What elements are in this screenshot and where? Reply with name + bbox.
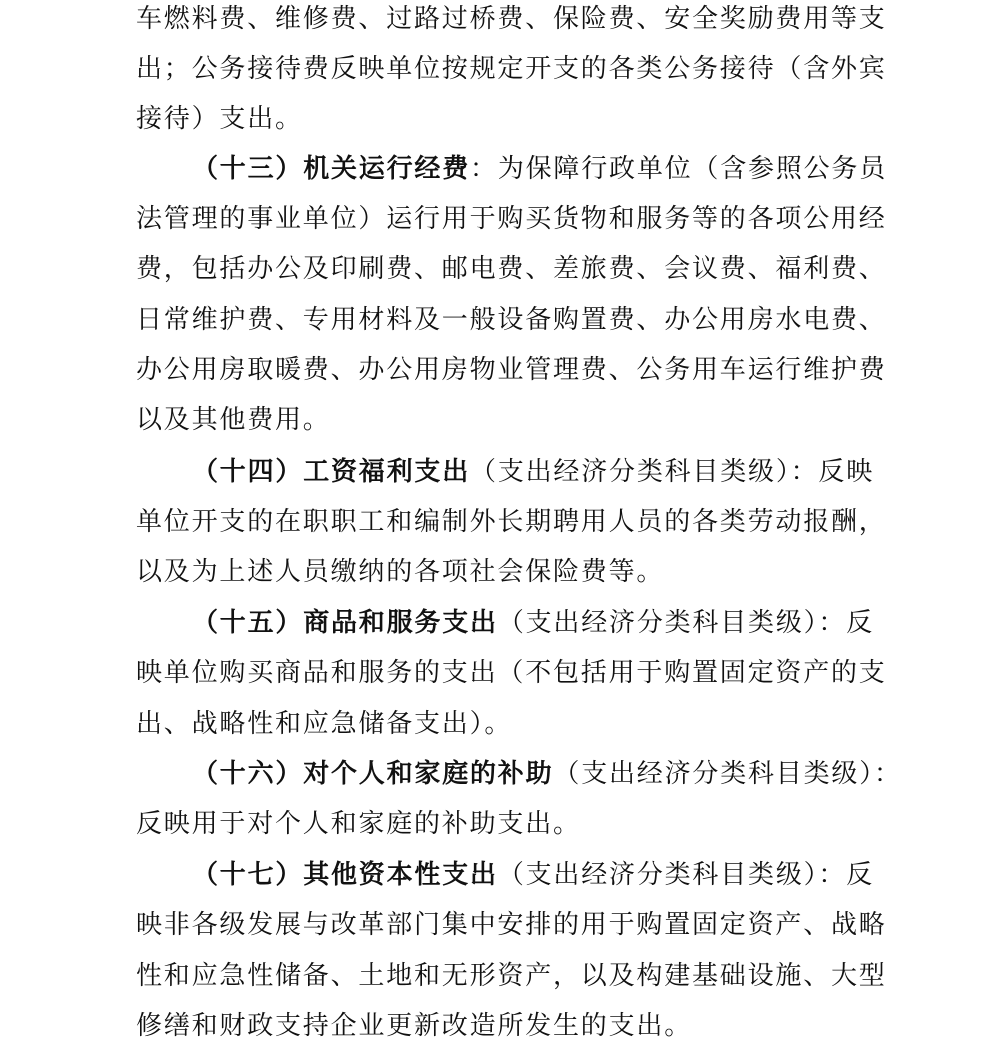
paragraph-first-line <box>192 447 874 497</box>
section-term: （十七）其他资本性支出 <box>192 860 498 890</box>
text-run: （支出经济分类科目类级）： <box>553 759 902 789</box>
text-line: 法管理的事业单位）运行用于购买货物和服务等的各项公用经 <box>136 204 887 234</box>
text-run: （支出经济分类科目类级）：反 <box>497 608 875 638</box>
text-line: 接待）支出。 <box>136 104 303 134</box>
section-term: （十六）对个人和家庭的补助 <box>192 759 554 789</box>
paragraph-first-line <box>192 749 902 799</box>
text-line: 日常维护费、专用材料及一般设备购置费、办公用房水电费、 <box>136 305 887 335</box>
text-line: 单位开支的在职职工和编制外长期聘用人员的各类劳动报酬， <box>136 507 887 537</box>
text-line: 车燃料费、维修费、过路过桥费、保险费、安全奖励费用等支 <box>136 4 887 34</box>
text-line: 以及其他费用。 <box>136 405 331 435</box>
section-term: （十三）机关运行经费 <box>192 154 471 184</box>
text-line: 以及为上述人员缴纳的各项社会保险费等。 <box>136 557 665 587</box>
text-line: 出、战略性和应急储备支出）。 <box>136 709 513 739</box>
paragraph-first-line <box>192 850 874 900</box>
paragraph-first-line <box>192 598 874 648</box>
text-line: 性和应急性储备、土地和无形资产，以及构建基础设施、大型 <box>136 961 887 991</box>
text-line: 费，包括办公及印刷费、邮电费、差旅费、会议费、福利费、 <box>136 254 887 284</box>
section-term: （十四）工资福利支出 <box>192 457 471 487</box>
text-line: 出；公务接待费反映单位按规定开支的各类公务接待（含外宾 <box>136 54 887 84</box>
text-line: 反映用于对个人和家庭的补助支出。 <box>136 809 581 839</box>
section-term: （十五）商品和服务支出 <box>192 608 498 638</box>
text-run: （支出经济分类科目类级）：反 <box>497 860 875 890</box>
text-line: 映单位购买商品和服务的支出（不包括用于购置固定资产的支 <box>136 658 887 688</box>
text-line: 办公用房取暖费、办公用房物业管理费、公务用车运行维护费 <box>136 355 887 385</box>
paragraph-first-line <box>192 144 887 194</box>
text-run: ：为保障行政单位（含参照公务员 <box>470 154 888 184</box>
text-line: 映非各级发展与改革部门集中安排的用于购置固定资产、战略 <box>136 910 887 940</box>
text-line: 修缮和财政支持企业更新改造所发生的支出。 <box>136 1011 693 1041</box>
text-run: （支出经济分类科目类级）：反映 <box>470 457 875 487</box>
